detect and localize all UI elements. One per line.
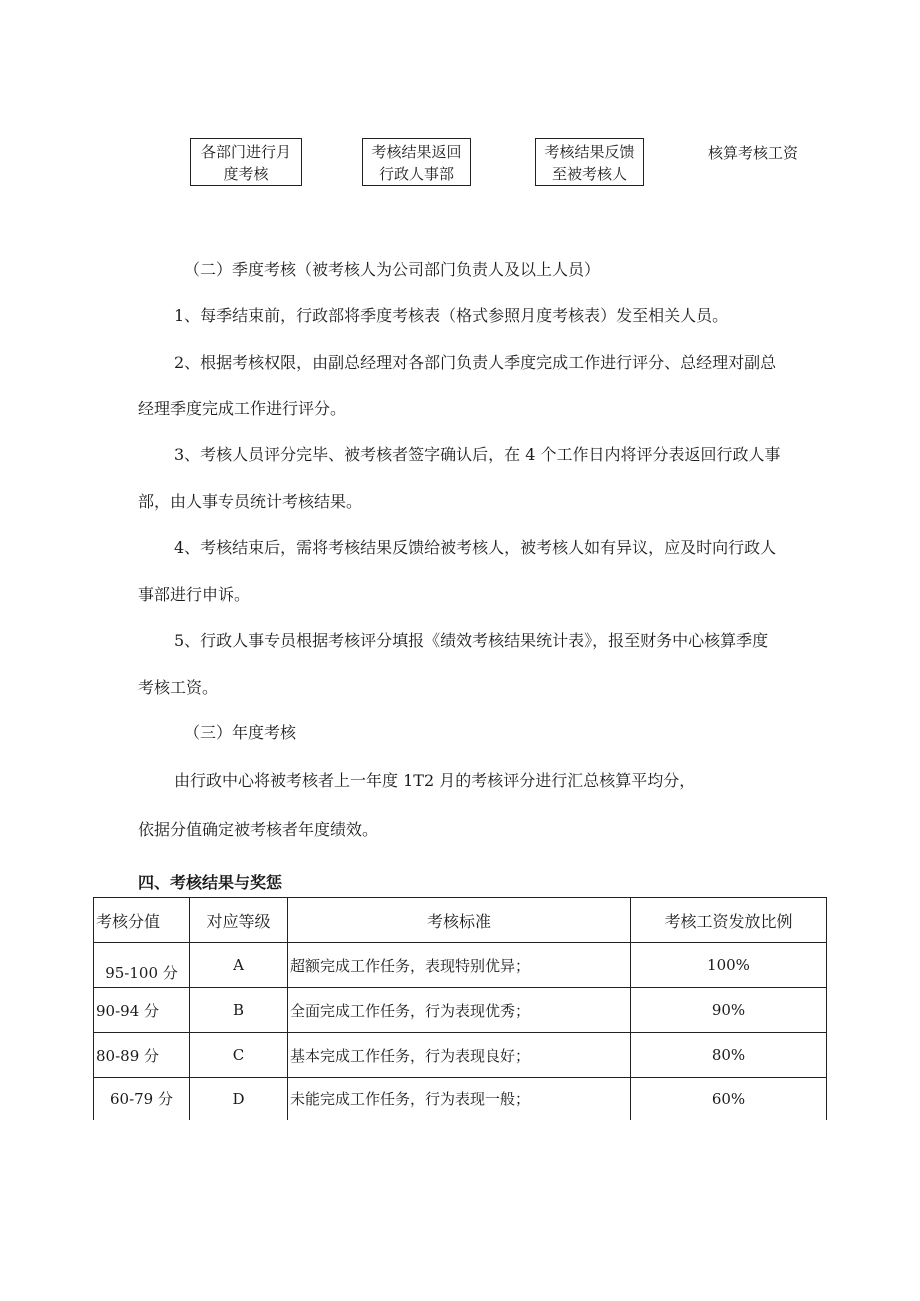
flow-step-3-line2: 至被考核人 [551,165,627,183]
section2-heading: （二）季度考核（被考核人为公司部门负责人及以上人员） [184,260,601,279]
cell-score: 60-79 分 [94,1078,190,1120]
section2-item3-line1: 3、考核人员评分完毕、被考核者签字确认后，在 4 个工作日内将评分表返回行政人事 [174,445,781,464]
table-row [94,943,827,988]
table-row [94,1033,827,1078]
section3-para-line1: 由行政中心将被考核者上一年度 1T2 月的考核评分进行汇总核算平均分， [174,771,696,790]
section2-item1: 1、每季结束前，行政部将季度考核表（格式参照月度考核表）发至相关人员。 [174,306,729,325]
cell-standard: 基本完成工作任务，行为表现良好； [288,1033,631,1078]
flow-step-1-box [190,138,302,186]
header-grade: 对应等级 [190,898,288,943]
section2-item2-line2: 经理季度完成工作进行评分。 [138,399,347,418]
flow-step-2-line2: 行政人事部 [378,165,454,183]
cell-ratio: 100% [631,943,827,988]
flow-step-3-line1: 考核结果反馈 [544,143,635,161]
header-ratio: 考核工资发放比例 [631,898,827,943]
cell-score: 90-94 分 [94,988,190,1033]
section2-item4-line2: 事部进行申诉。 [138,585,251,604]
section2-item5-line1: 5、行政人事专员根据考核评分填报《绩效考核结果统计表》，报至财务中心核算季度 [174,631,769,650]
header-score: 考核分值 [94,898,190,943]
cell-grade: C [190,1033,288,1078]
cell-grade: D [190,1078,288,1120]
cell-ratio: 60% [631,1078,827,1120]
cell-standard: 全面完成工作任务，行为表现优秀； [288,988,631,1033]
cell-standard: 超额完成工作任务，表现特别优异； [288,943,631,988]
flow-step-1-line2: 度考核 [223,165,269,183]
section3-para-line2: 依据分值确定被考核者年度绩效。 [138,820,379,839]
flow-step-1-line1: 各部门进行月 [200,143,291,161]
flow-step-2-box [362,138,471,186]
cell-grade: B [190,988,288,1033]
cell-score: 80-89 分 [94,1033,190,1078]
section2-item3-line2: 部，由人事专员统计考核结果。 [138,492,363,511]
section2-item4-line1: 4、考核结束后，需将考核结果反馈给被考核人，被考核人如有异议，应及时向行政人 [174,538,777,557]
flow-step-4: 核算考核工资 [708,144,799,162]
cell-grade: A [190,943,288,988]
header-standard: 考核标准 [288,898,631,943]
table-row [94,1078,827,1120]
cell-standard: 未能完成工作任务，行为表现一般； [288,1078,631,1120]
section2-item5-line2: 考核工资。 [138,678,219,697]
table-row [94,988,827,1033]
flow-step-3-box [535,138,644,186]
cell-ratio: 90% [631,988,827,1033]
section3-heading: （三）年度考核 [184,723,297,742]
section4-heading: 四、考核结果与奖惩 [138,873,283,892]
section2-item2-line1: 2、根据考核权限，由副总经理对各部门负责人季度完成工作进行评分、总经理对副总 [174,353,777,372]
flow-step-2-line1: 考核结果返回 [371,143,462,161]
cell-score: 95-100 分 [94,943,190,988]
table-header-row [94,898,827,943]
cell-ratio: 80% [631,1033,827,1078]
grade-table [93,897,827,1120]
